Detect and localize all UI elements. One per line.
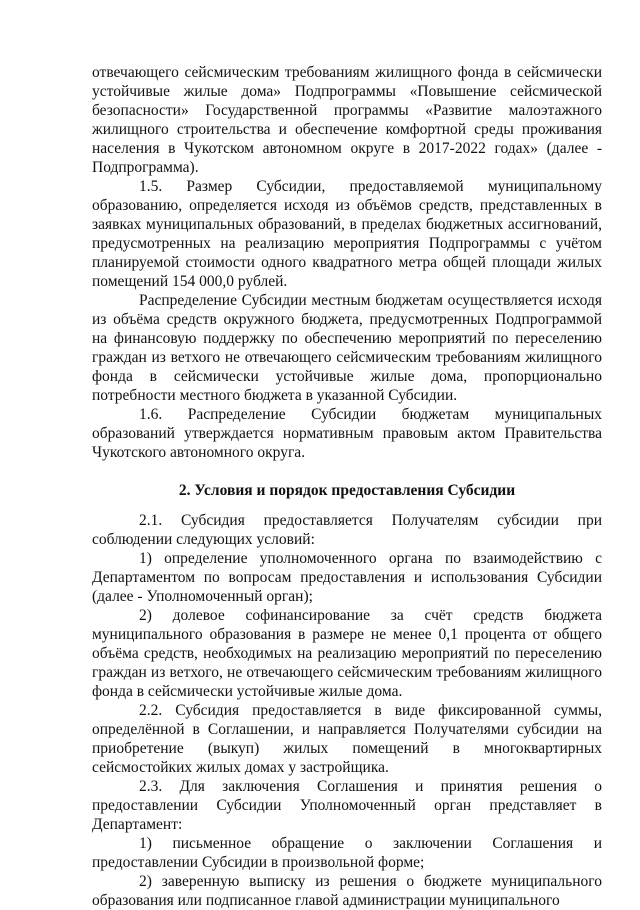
paragraph-1-6: 1.6. Распределение Субсидии бюджетам муниципальных образований утверждается нормативным правовым актом Правительства Чукотского автономного округа.	[92, 406, 602, 461]
paragraph-2-1: 2.1. Субсидия предоставляется Получателям субсидии при соблюдении следующих условий:	[92, 512, 602, 548]
list-item-2-3-2: 2) заверенную выписку из решения о бюджете муниципального образования или подписанное главой администрации муниципального	[92, 873, 602, 909]
list-item-2-3-1: 1) письменное обращение о заключении Соглашения и предоставлении Субсидии в произвольной форме;	[92, 835, 602, 871]
paragraph-1-5: 1.5. Размер Субсидии, предоставляемой муниципальному образованию, определяется исходя из объёмов средств, представленных в заявках муниципальных образований, в пределах бюджетных ассигнований, предусмотренных на реализацию мероприятия Подпрограммы с учётом планируемой стоимости одного квадратного метра общей площади жилых помещений 154 000,0 рублей.	[92, 178, 602, 290]
paragraph-2-2: 2.2. Субсидия предоставляется в виде фиксированной суммы, определённой в Соглашении, и направляется Получателями субсидии на приобретение (выкуп) жилых помещений в многоквартирных сейсмостойких жилых домах у застройщика.	[92, 702, 602, 776]
paragraph-continuation: отвечающего сейсмическим требованиям жилищного фонда в сейсмически устойчивые жилые дома» Подпрограммы «Повышение сейсмической безопасности» Государственной программы «Развитие малоэтажного жилищного строительства и обеспечение комфортной среды проживания населения в Чукотском автономном округе в 2017-2022 годах» (далее - Подпрограмма).	[92, 64, 602, 176]
section-heading: 2. Условия и порядок предоставления Субсидии	[178, 482, 516, 499]
paragraph-distribution: Распределение Субсидии местным бюджетам осуществляется исходя из объёма средств окружного бюджета, предусмотренных Подпрограммой на финансовую поддержку по обеспечению мероприятий по переселению граждан из ветхого не отвечающего сейсмическим требованиям жилищного фонда в сейсмически устойчивые жилые дома, пропорционально потребности местного бюджета в указанной Субсидии.	[92, 292, 602, 404]
list-item-2-1-1: 1) определение уполномоченного органа по взаимодействию с Департаментом по вопросам предоставления и использования Субсидии (далее - Уполномоченный орган);	[92, 550, 602, 605]
list-item-2-1-2: 2) долевое софинансирование за счёт средств бюджета муниципального образования в размере не менее 0,1 процента от общего объёма средств, необходимых на реализацию мероприятий по переселению граждан из ветхого, не отвечающего сейсмическим требованиям жилищного фонда в сейсмически устойчивые жилые дома.	[92, 607, 602, 700]
document-body	[92, 63, 602, 910]
paragraph-2-3: 2.3. Для заключения Соглашения и принятия решения о предоставлении Субсидии Уполномоченный орган представляет в Департамент:	[92, 778, 602, 833]
